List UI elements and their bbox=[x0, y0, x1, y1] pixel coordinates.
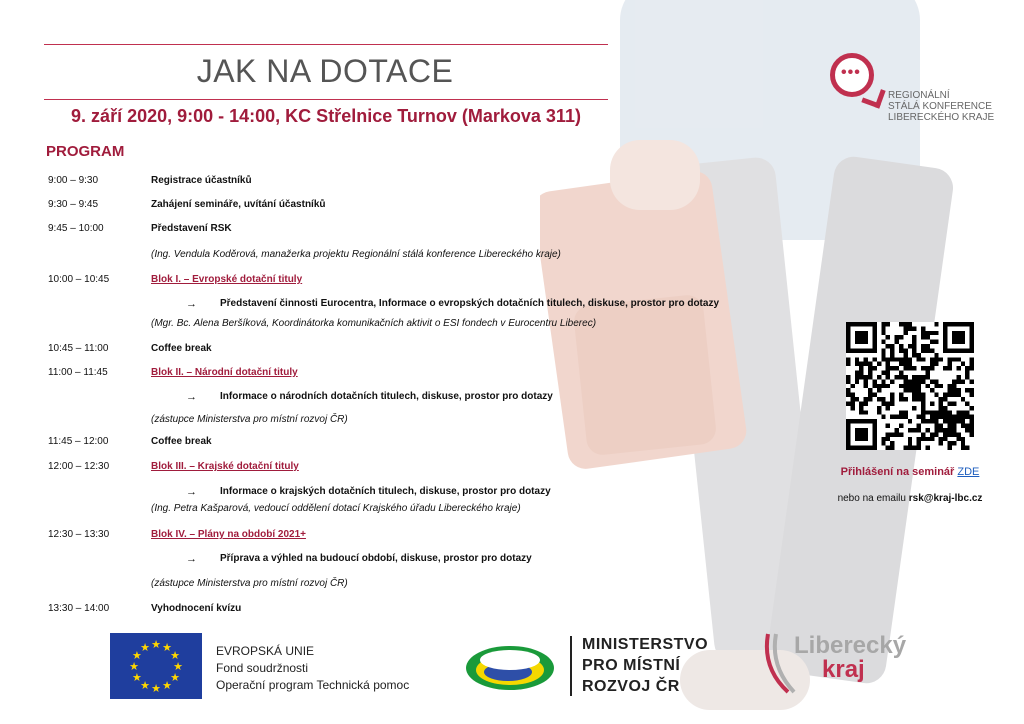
arrow-right-icon: → bbox=[186, 298, 197, 310]
rsk-logo bbox=[826, 47, 996, 142]
svg-text:★: ★ bbox=[132, 671, 142, 684]
page-title: JAK NA DOTACE bbox=[196, 53, 454, 89]
row-time: 11:45 – 12:00 bbox=[48, 436, 109, 447]
title-divider bbox=[44, 99, 608, 100]
svg-text:★: ★ bbox=[140, 640, 150, 654]
top-divider bbox=[44, 44, 608, 45]
kraj-text: kraj bbox=[822, 656, 865, 683]
liberecky-text: Liberecký bbox=[794, 632, 907, 659]
row-time: 10:00 – 10:45 bbox=[48, 274, 110, 285]
subitem-text: Představení činnosti Eurocentra, Informace o evropských dotačních titulech, diskuse, prostor pro dotazy bbox=[220, 298, 720, 309]
svg-text:★: ★ bbox=[129, 660, 139, 673]
svg-text:★: ★ bbox=[151, 638, 161, 651]
row-item: Coffee break bbox=[151, 343, 212, 354]
row-time: 12:30 – 13:30 bbox=[48, 529, 110, 540]
arrow-right-icon: → bbox=[186, 391, 197, 403]
svg-text:★: ★ bbox=[173, 660, 183, 673]
row-item: Registrace účastníků bbox=[151, 175, 252, 186]
block-1-link[interactable]: Blok I. – Evropské dotační tituly bbox=[151, 274, 303, 285]
mmr-logo-icon bbox=[462, 638, 558, 694]
block-3-link[interactable]: Blok III. – Krajské dotační tituly bbox=[151, 461, 299, 472]
subitem-text: Informace o krajských dotačních titulech, diskuse, prostor pro dotazy bbox=[220, 486, 551, 497]
row-item: Představení RSK bbox=[151, 223, 232, 234]
logo-dots: ••• bbox=[841, 64, 861, 81]
arrow-right-icon: → bbox=[186, 486, 197, 498]
registration-link[interactable]: ZDE bbox=[957, 466, 980, 478]
qr-code[interactable] bbox=[846, 322, 974, 450]
speaker-note: (Ing. Petra Kašparová, vedoucí oddělení dotací Krajského úřadu Libereckého kraje) bbox=[151, 503, 521, 514]
mmr-divider bbox=[570, 636, 572, 696]
row-time: 12:00 – 12:30 bbox=[48, 461, 110, 472]
svg-text:★: ★ bbox=[170, 649, 180, 662]
row-time: 9:00 – 9:30 bbox=[48, 175, 99, 186]
email-text: nebo na emailu rsk@kraj-lbc.cz bbox=[837, 493, 983, 504]
event-date-venue: 9. září 2020, 9:00 - 14:00, KC Střelnice Turnov (Markova 311) bbox=[71, 106, 581, 126]
row-time: 10:45 – 11:00 bbox=[48, 343, 109, 354]
row-item: Zahájení semináře, uvítání účastníků bbox=[151, 199, 326, 210]
speaker-note: (zástupce Ministerstva pro místní rozvoj ČR) bbox=[151, 414, 348, 425]
speaker-note: (Ing. Vendula Koděrová, manažerka projektu Regionální stálá konference Libereckého kraje) bbox=[151, 249, 561, 260]
svg-text:★: ★ bbox=[140, 679, 150, 693]
row-time: 11:00 – 11:45 bbox=[48, 367, 108, 378]
row-time: 9:30 – 9:45 bbox=[48, 199, 99, 210]
block-4-link[interactable]: Blok IV. – Plány na období 2021+ bbox=[151, 529, 306, 540]
speaker-note: (Mgr. Bc. Alena Beršíková, Koordinátorka komunikačních aktivit o ESI fondech v Eurocentru Liberec) bbox=[151, 318, 597, 329]
mmr-text: MINISTERSTVO PRO MÍSTNÍ ROZVOJ ČR bbox=[582, 636, 709, 695]
svg-text:★: ★ bbox=[162, 640, 172, 654]
row-time: 13:30 – 14:00 bbox=[48, 603, 110, 614]
eu-flag-icon bbox=[110, 633, 202, 699]
speaker-note: (zástupce Ministerstva pro místní rozvoj ČR) bbox=[151, 578, 348, 589]
row-time: 9:45 – 10:00 bbox=[48, 223, 104, 234]
eu-text: EVROPSKÁ UNIE Fond soudržnosti Operační program Technická pomoc bbox=[216, 644, 410, 692]
email-link[interactable]: rsk@kraj-lbc.cz bbox=[908, 493, 983, 504]
svg-text:★: ★ bbox=[162, 679, 172, 693]
svg-text:★: ★ bbox=[132, 649, 142, 662]
row-item: Coffee break bbox=[151, 436, 212, 447]
arrow-right-icon: → bbox=[186, 553, 197, 565]
subitem-text: Informace o národních dotačních titulech, diskuse, prostor pro dotazy bbox=[220, 391, 553, 402]
program-heading: PROGRAM bbox=[46, 143, 125, 160]
registration-text: Přihlášení na seminář ZDE bbox=[840, 466, 980, 478]
svg-text:★: ★ bbox=[170, 671, 180, 684]
subitem-text: Příprava a výhled na budoucí období, diskuse, prostor pro dotazy bbox=[220, 553, 532, 564]
row-item: Vyhodnocení kvízu bbox=[151, 603, 242, 614]
logo-text: REGIONÁLNÍ STÁLÁ KONFERENCE LIBERECKÉHO KRAJE bbox=[888, 90, 995, 123]
svg-text:★: ★ bbox=[151, 682, 161, 695]
block-2-link[interactable]: Blok II. – Národní dotační tituly bbox=[151, 367, 298, 378]
